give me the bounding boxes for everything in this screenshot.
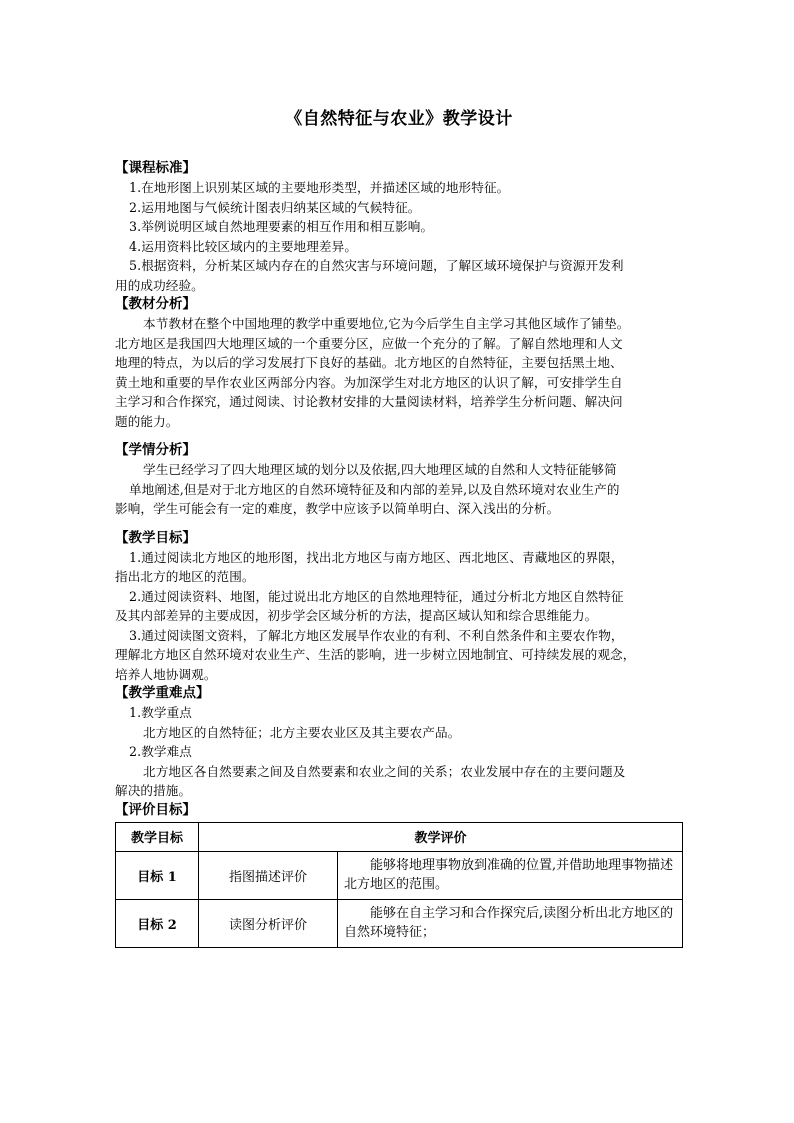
objectives-heading: 【教学目标】	[115, 529, 196, 546]
objectives-section	[115, 529, 683, 685]
curriculum-item: 3.举例说明区域自然地理要素的相互作用和相互影响。	[129, 219, 434, 234]
difficulty-line: 解决的措施。	[115, 783, 192, 798]
curriculum-item: 2.运用地图与气候统计图表归纳某区域的气候特征。	[129, 199, 421, 215]
students-heading: 【学情分析】	[115, 442, 196, 458]
focus-text: 北方地区的自然特征；北方主要农业区及其主要农产品。	[143, 724, 461, 740]
curriculum-item-continued: 用的成功经验。	[115, 277, 204, 293]
textbook-line: 北方地区是我国四大地理区域的一个重要分区，应做一个充分的了解。了解自然地理和人文	[115, 335, 623, 351]
table-cell-description: 能够在自主学习和合作探究后,读图分析出北方地区的自然环境特征；	[338, 899, 683, 947]
table-row	[116, 899, 683, 947]
textbook-heading: 【教材分析】	[115, 296, 196, 312]
textbook-line: 地理的特点，为以后的学习发展打下良好的基础。北方地区的自然特征，主要包括黑土地、	[115, 355, 623, 370]
table-cell-method: 读图分析评价	[199, 899, 338, 947]
students-section	[115, 441, 683, 519]
students-line: 影响，学生可能会有一定的难度，教学中应该予以简单明白、深入浅出的分析。	[115, 501, 560, 516]
curriculum-section	[115, 159, 683, 295]
curriculum-item: 5.根据资料，分析某区域内存在的自然灾害与环境问题，了解区域环境保护与资源开发利	[129, 258, 624, 273]
table-cell-target: 目标 1	[116, 851, 199, 899]
evaluation-heading: 【评价目标】	[115, 801, 196, 818]
evaluation-section	[115, 801, 683, 948]
curriculum-item: 4.运用资料比较区域内的主要地理差异。	[129, 238, 358, 254]
table-header-cell: 教学评价	[199, 822, 683, 851]
key-points-heading: 【教学重难点】	[115, 685, 210, 701]
objectives-line: 培养人地协调观。	[115, 666, 217, 682]
textbook-section	[115, 295, 683, 431]
objectives-line: 1.通过阅读北方地区的地形图，找出北方地区与南方地区、西北地区、青藏地区的界限，	[129, 549, 624, 565]
key-points-section	[115, 684, 683, 801]
objectives-line: 3.通过阅读图文资料，了解北方地区发展旱作农业的有利、不利自然条件和主要农作物，	[129, 627, 624, 643]
objectives-line: 指出北方的地区的范围。	[115, 569, 255, 584]
textbook-line: 本节教材在整个中国地理的教学中重要地位,它为今后学生自主学习其他区域作了铺垫。	[143, 316, 630, 331]
focus-label: 1.教学重点	[129, 705, 192, 720]
difficulty-line: 北方地区各自然要素之间及自然要素和农业之间的关系；农业发展中存在的主要问题及	[143, 763, 626, 779]
difficulty-label: 2.教学难点	[129, 744, 192, 759]
objectives-line: 理解北方地区自然环境对农业生产、生活的影响，进一步树立因地制宜、可持续发展的观念，	[115, 647, 636, 662]
document-title: 《自然特征与农业》教学设计	[285, 109, 513, 129]
curriculum-item: 1.在地形图上识别某区域的主要地形类型，并描述区域的地形特征。	[129, 180, 510, 195]
textbook-line: 主学习和合作探究，通过阅读、讨论教材安排的大量阅读材料，培养学生分析问题、解决问	[115, 394, 623, 409]
evaluation-table	[115, 822, 683, 948]
table-header-row	[116, 822, 683, 851]
table-row	[116, 851, 683, 899]
objectives-line: 2.通过阅读资料、地图，能过说出北方地区的自然地理特征，通过分析北方地区自然特征	[129, 588, 624, 604]
table-cell-target: 目标 2	[116, 899, 199, 947]
table-cell-method: 指图描述评价	[199, 851, 338, 899]
table-header-cell: 教学目标	[116, 822, 199, 851]
objectives-line: 及其内部差异的主要成因，初步学会区域分析的方法，提高区域认知和综合思维能力。	[115, 608, 598, 623]
textbook-line: 黄土地和重要的旱作农业区两部分内容。为加深学生对北方地区的认识了解，可安排学生自	[115, 374, 623, 390]
document-page	[115, 100, 683, 948]
curriculum-heading: 【课程标准】	[115, 160, 196, 176]
students-line: 单地阐述,但是对于北方地区的自然环境特征及和内部的差异,以及自然环境对农业生产的	[129, 481, 620, 497]
students-line: 学生已经学习了四大地理区域的划分以及依据,四大地理区域的自然和人文特征能够简	[143, 462, 617, 477]
textbook-line: 题的能力。	[115, 413, 179, 429]
table-cell-description: 能够将地理事物放到准确的位置,并借助地理事物描述北方地区的范围。	[338, 851, 683, 899]
